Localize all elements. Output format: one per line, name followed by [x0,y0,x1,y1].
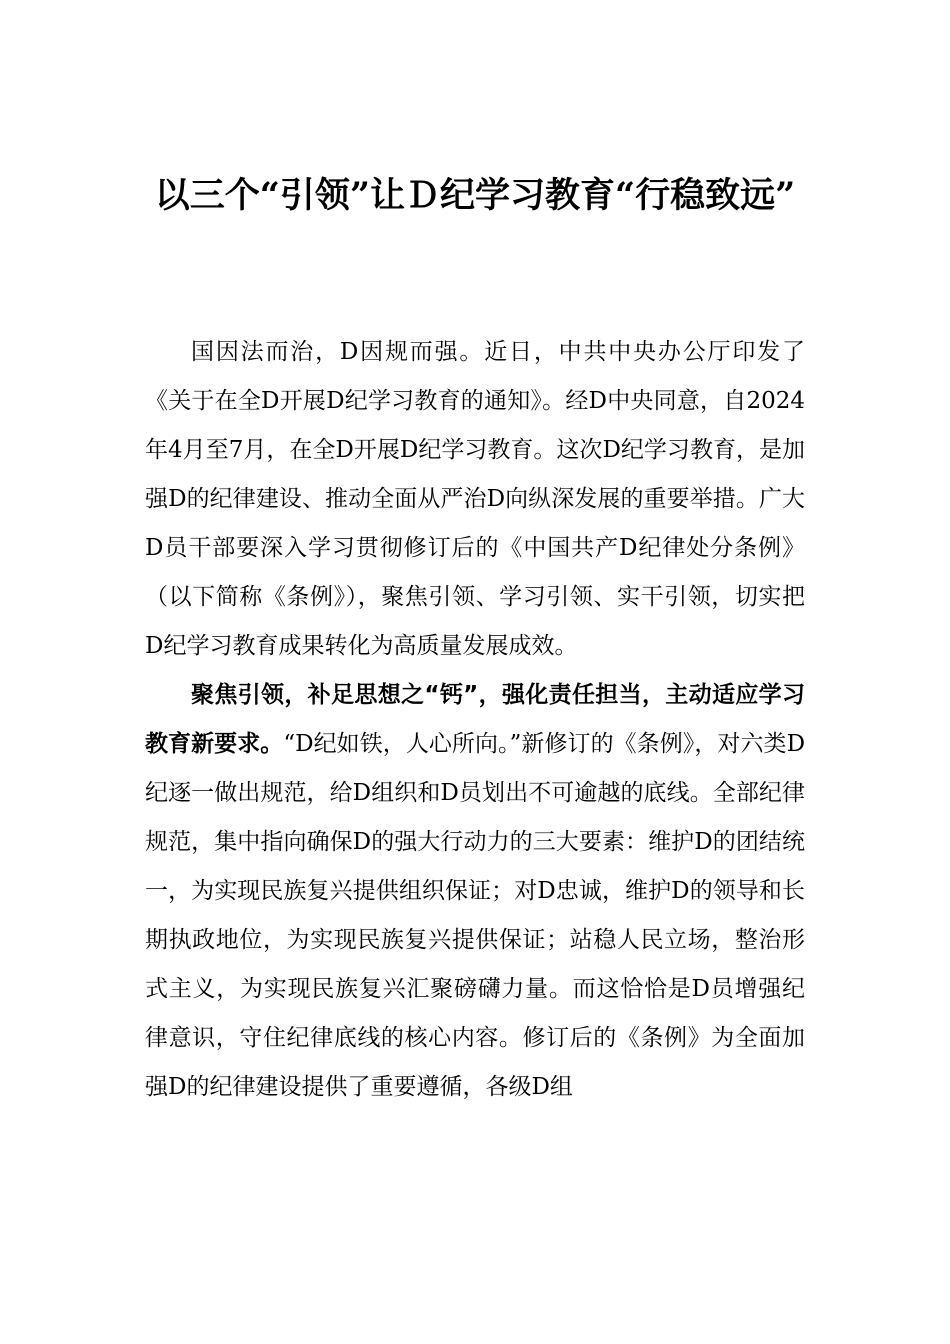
paragraph-intro [145,328,805,671]
paragraph-focus-guidance [145,671,805,1112]
paragraph-lead-heading: 聚焦引领，补足思想之“钙”，强化责任担当，主动适应学习教育新要求。 [145,682,805,757]
document-title: 以三个“引领”让Ｄ纪学习教育“行稳致远” [154,175,796,216]
document-body [145,328,805,1112]
paragraph-text: 国因法而治，D因规而强。近日，中共中央办公厅印发了《关于在全D开展D纪学习教育的通知》。经D中央同意，自2024年4月至7月，在全D开展D纪学习教育。这次D纪学习教育，是加强D的纪律建设、推动全面从严治D向纵深发展的重要举措。广大D员干部要深入学习贯彻修订后的《中国共产D纪律处分条例》（以下简称《条例》），聚焦引领、学习引领、实干引领，切实把D纪学习教育成果转化为高质量发展成效。 [145,339,805,659]
paragraph-text: “D纪如铁，人心所向。”新修订的《条例》，对六类D纪逐一做出规范，给D组织和D员划出不可逾越的底线。全部纪律规范，集中指向确保D的强大行动力的三大要素：维护D的团结统一，为实现民族复兴提供组织保证；对D忠诚，维护D的领导和长期执政地位，为实现民族复兴提供保证；站稳人民立场，整治形式主义，为实现民族复兴汇聚磅礴力量。而这恰恰是D员增强纪律意识，守住纪律底线的核心内容。修订后的《条例》为全面加强D的纪律建设提供了重要遵循，各级D组 [145,731,806,1100]
